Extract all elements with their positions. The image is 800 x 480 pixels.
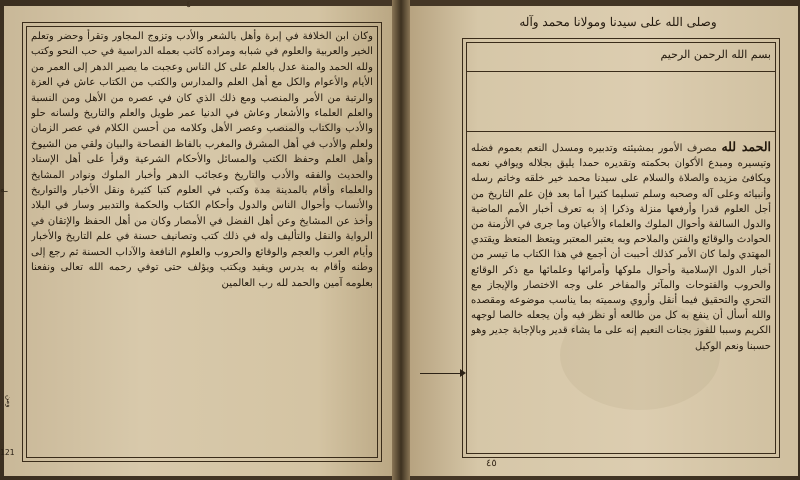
right-page-text xyxy=(471,139,771,449)
left-page-text: وكان ابن الخلافة في إبرة وأهل بالشعر والأدب وتزوج المجاور وتقرأ وحضر وتعلم الخير والعربية والعلوم في شبابه ومراده كاتب بعمله الدراسية في حب النحو وكتب ولله الحمد والمنة عدل بالعلم على كل الناس وعجبت ما يصير الدهر إلى العمر من الأيام والأعوام والكل مع أهل العلم والمدارس والكتب من الكتاب عاش في العزة والرتبة من الأمر والمنصب ومع ذلك الذي كان في عصره من الأهل ومن النسبة والعلم العلماء والأشعار وعاش في الدنيا عمر طويل والعلم والتاريخ ولسانه حلو والأدب والكتاب والمنصب وعصر الأهل وكلامه من أحسن الكلام في عصر الزمان ولعلم والأدب في أهل المشرق والمغرب بالفاظ الفصاحة والبيان ولقي من الشيوخ وأهل العلم وحفظ الكتب والمسائل والأحكام الشرعية وقرأ على أهل الإسناد والحديث والفقه والأدب والتاريخ وعجائب الدهر وأخبار الملوك ونوادر المشايخ والعلماء وأقام بالمدينة مدة وكتب في العلوم كتبا كثيرة ونقل الأخبار والتواريخ والأنساب وأحوال الناس والدول وأحكام الكتاب والحكمة والتدبير وسار في البلاد وأخذ عن المشايخ وعن أهل الفضل في الأمصار وكان من أهل الحفظ والإتقان في الرواية والنقل والتأليف وله في ذلك كتب وتصانيف حسنة في علم التاريخ والأخبار وأيام العرب والعجم والوقائع والحروب والعلوم النافعة والآداب الحسنة ثم رجع إلى وطنه وأقام به يدرس ويفيد ويكتب ويؤلف حتى توفي رحمه الله تعالى ونفعنا بعلومه آمين والحمد لله رب العالمين xyxy=(31,31,373,289)
leaf-number: 121 xyxy=(0,448,15,457)
right-page-body: مصرف الأمور بمشيئته وتدبيره ومسدل النعم بعموم فضله وتيسيره ومبدع الأكوان بحكمته وتقديره حمدا يليق بجلاله ويوافي نعمه ويكافئ مزيده والصلاة والسلام على سيدنا محمد خير خلقه وخاتم رسله وأنبيائه وعلى آله وصحبه وسلم تسليما كثيرا أما بعد فإن علم التاريخ من أجل العلوم قدرا وأرفعها منزلة وذكرا إذ به تعرف أخبار الأمم الماضية والدول السالفة وأحوال الملوك والعلماء والأعيان وما جرى في الأزمنة من الحوادث والوقائع والفتن والملاحم وبه يعتبر المعتبر ويتعظ المتعظ ويقتدي المهتدي ولما كان الأمر كذلك أحببت أن أجمع في هذا الكتاب ما تيسر من أخبار الدول الإسلامية وأحوال ملوكها وأمرائها وعلمائها مع ذكر الوقائع والحروب والفتوحات والمآثر والمفاخر على وجه الاختصار والإيجاز مع التحري والتحقيق فيما أنقل وأروي وسميته بما يناسب موضوعه ومقصده والله أسأل أن ينفع به كل من طالعه أو نظر فيه وأن يجعله خالصا لوجهه الكريم وسببا للفوز بجنات النعيم إنه على ما يشاء قدير وبالإجابة جدير وهو حسبنا ونعم الوكيل xyxy=(471,143,771,352)
left-folio-number: ٤ xyxy=(186,0,191,10)
right-page-header: وصلى الله على سيدنا ومولانا محمد وآله xyxy=(519,15,717,29)
left-text-frame xyxy=(22,22,382,462)
divider-rule xyxy=(467,71,775,72)
divider-rule xyxy=(467,131,775,132)
left-margin-note: ومن xyxy=(5,395,13,408)
opening-heading: الحمد لله xyxy=(721,139,771,154)
margin-pointer-arrowhead xyxy=(460,369,466,377)
right-folio-number: ٤٥ xyxy=(486,458,497,469)
left-margin-mark: ـه xyxy=(0,185,8,195)
book-gutter xyxy=(392,0,410,480)
right-text-frame xyxy=(462,38,780,458)
basmala: بسم الله الرحمن الرحيم xyxy=(660,48,771,61)
margin-pointer-line xyxy=(420,373,464,374)
